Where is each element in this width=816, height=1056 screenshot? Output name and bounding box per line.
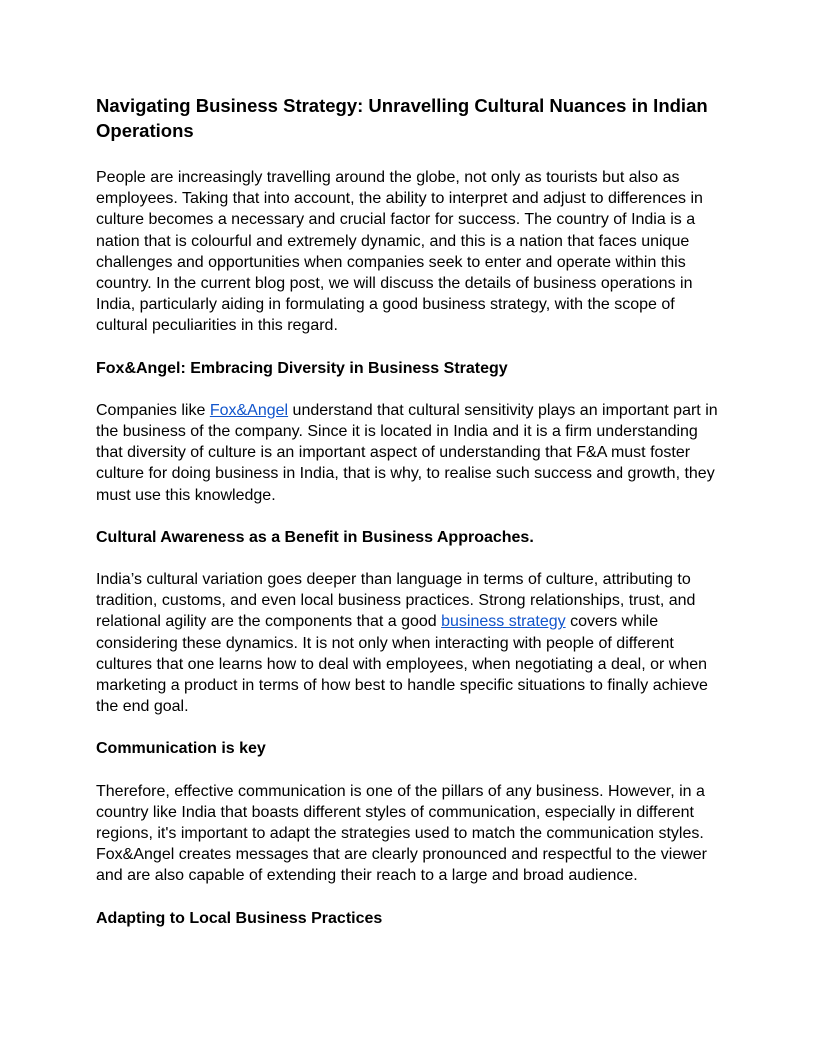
fox-angel-link[interactable]: Fox&Angel [209,401,289,419]
section-heading-local-practices: Adapting to Local Business Practices [96,909,383,927]
section-heading-cultural-awareness: Cultural Awareness as a Benefit in Business Approaches. [96,528,534,546]
business-strategy-link[interactable]: business strategy [441,613,566,631]
fox-angel-text-after: understand that cultural sensitivity plays an important part in the business of the company. Since it is located in India and it is a firm understanding that diversity of culture is an important aspect of understanding that F&A must foster culture for doing business in India, that is why, to realise such success and growth, they must use this knowledge. [96,401,718,504]
section-heading-communication: Communication is key [96,740,266,758]
document-page [96,93,722,950]
cultural-awareness-text-after: covers while considering these dynamics. It is not only when interacting with people of different cultures that one learns how to deal with employees, when negotiating a deal, or when marketing a product in terms of how best to handle specific situations to finally achieve the end goal. [96,613,708,716]
fox-angel-paragraph [96,400,722,506]
cultural-awareness-paragraph [96,569,722,717]
cultural-awareness-text-before: India’s cultural variation goes deeper than language in terms of culture, attributing to tradition, customs, and even local business practices. Strong relationships, trust, and relational agility are the components that a good [96,571,696,631]
intro-paragraph: People are increasingly travelling around the globe, not only as tourists but also as employees. Taking that into account, the ability to interpret and adjust to differences in culture becomes a necessary and crucial factor for success. The country of India is a nation that is colourful and extremely dynamic, and this is a nation that faces unique challenges and opportunities when companies seek to enter and operate within this country. In the current blog post, we will discuss the details of business operations in India, particularly aiding in formulating a good business strategy, with the scope of cultural peculiarities in this regard. [96,169,703,335]
section-heading-fox-angel: Fox&Angel: Embracing Diversity in Business Strategy [96,359,508,377]
fox-angel-text-before: Companies like [96,401,210,419]
page-title: Navigating Business Strategy: Unravelling Cultural Nuances in Indian Operations [96,95,708,141]
communication-paragraph: Therefore, effective communication is one of the pillars of any business. However, in a country like India that boasts different styles of communication, especially in different regions, it's important to adapt the strategies used to match the communication styles. Fox&Angel creates messages that are clearly pronounced and respectful to the viewer and are also capable of extending their reach to a large and broad audience. [96,782,707,885]
